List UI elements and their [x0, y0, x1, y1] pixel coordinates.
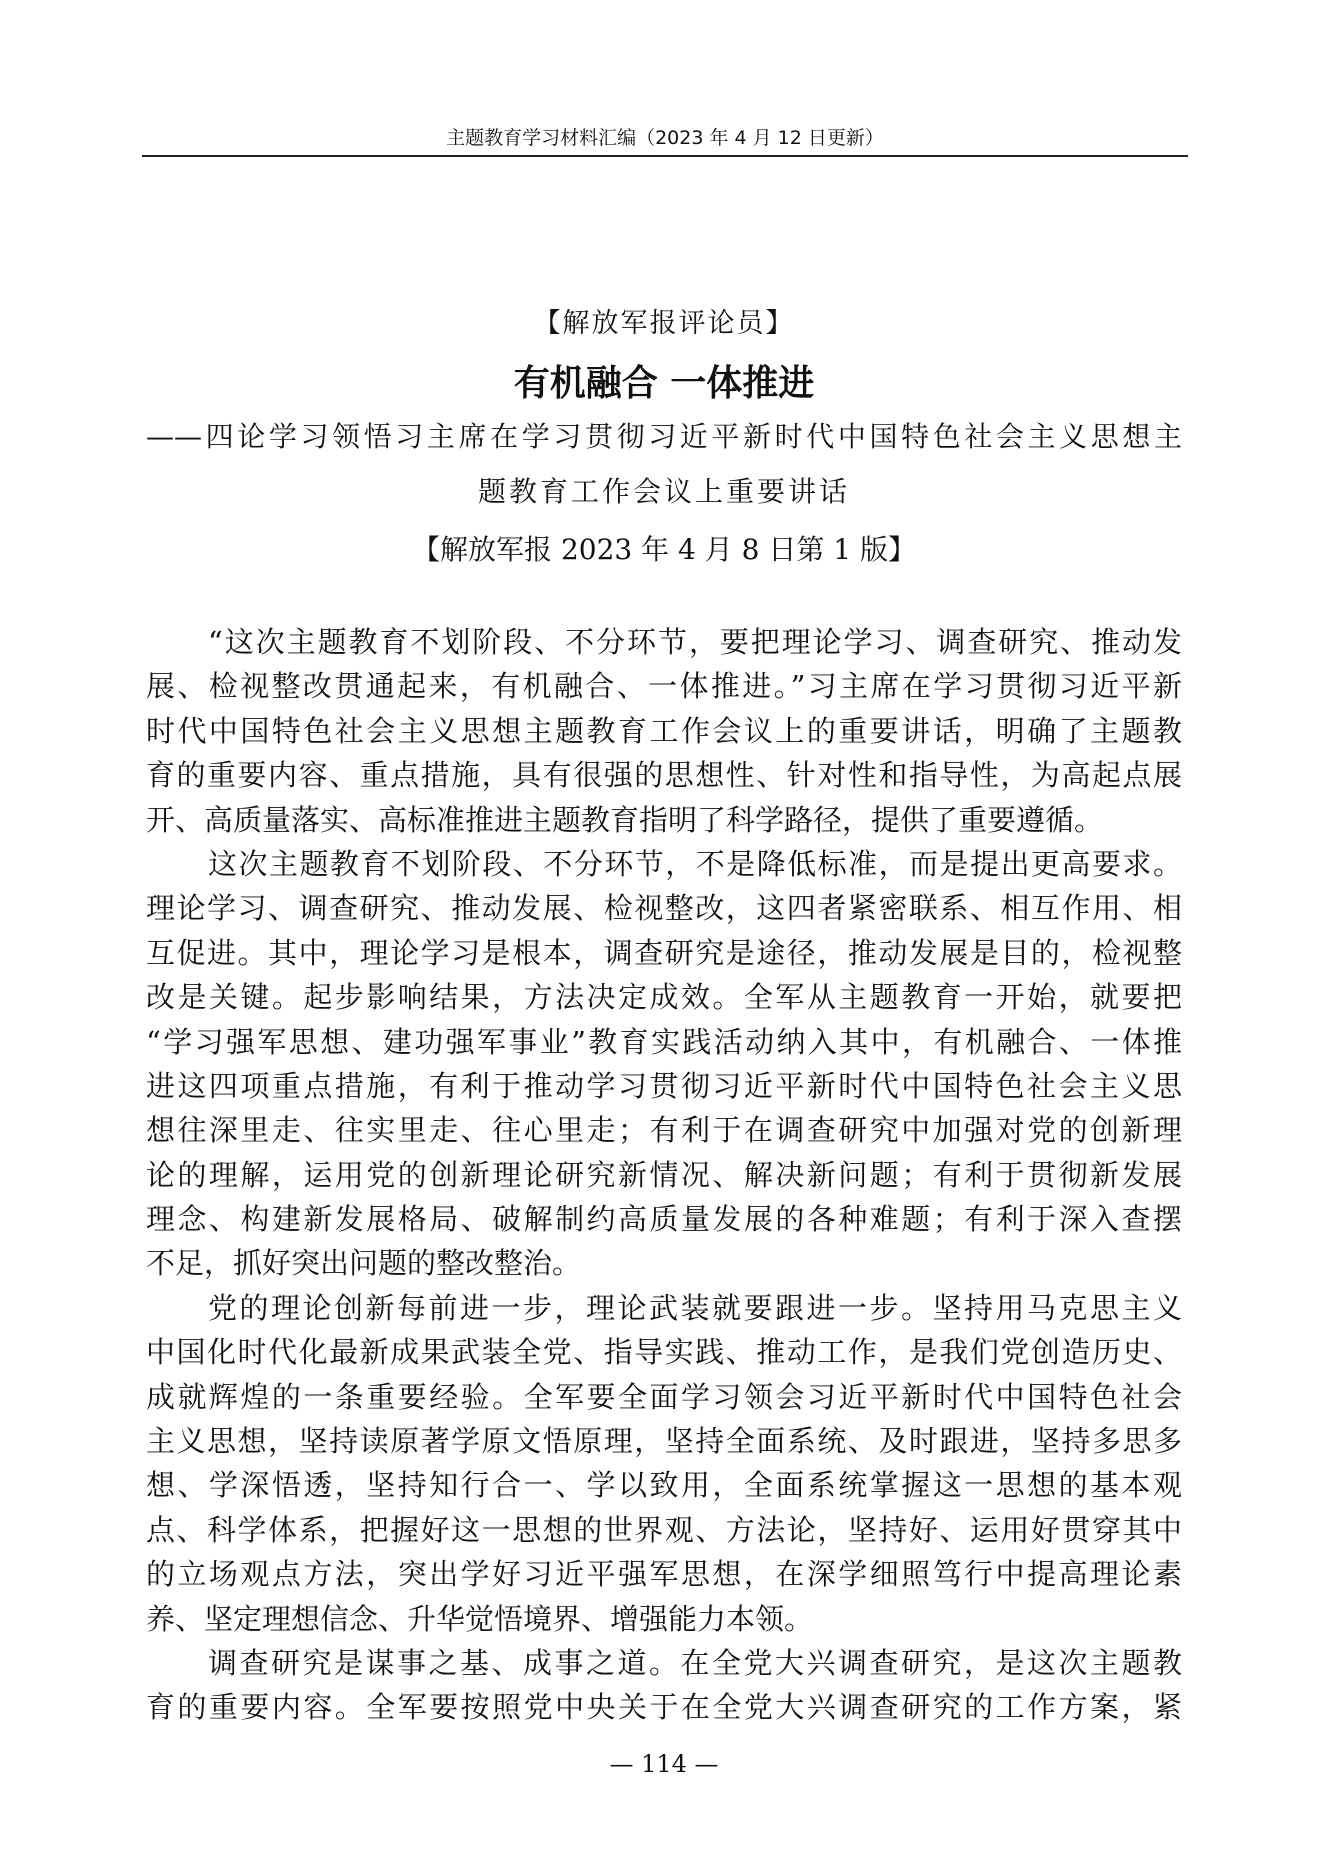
body-line: 养、坚定理想信念、升华觉悟境界、增强能力本领。 [146, 1601, 814, 1636]
body-line: 主义思想，坚持读原著学原文悟原理，坚持全面系统、及时跟进，坚持多思多 [146, 1424, 1182, 1459]
body-line: 调查研究是谋事之基、成事之道。在全党大兴调查研究，是这次主题教 [208, 1645, 1182, 1680]
body-line: 成就辉煌的一条重要经验。全军要全面学习领会习近平新时代中国特色社会 [146, 1379, 1182, 1414]
body-line: 育的重要内容。全军要按照党中央关于在全党大兴调查研究的工作方案，紧 [146, 1690, 1182, 1725]
body-line: 中国化时代化最新成果武装全党、指导实践、推动工作，是我们党创造历史、 [146, 1335, 1182, 1370]
article-subtitle-line-1: ——四论学习领悟习主席在学习贯彻习近平新时代中国特色社会主义思想主 [146, 420, 1182, 453]
article-subtitle-line-2: 题教育工作会议上重要讲话 [477, 475, 850, 508]
body-line: 想、学深悟透，坚持知行合一、学以致用，全面系统掌握这一思想的基本观 [146, 1468, 1182, 1503]
paragraph-1 [146, 620, 1182, 842]
body-line: 点、科学体系，把握好这一思想的世界观、方法论，坚持好、运用好贯穿其中 [146, 1512, 1182, 1547]
article-title: 有机融合 一体推进 [513, 362, 815, 404]
article-source: 【解放军报 2023 年 4 月 8 日第 1 版】 [412, 533, 916, 566]
body-line: 论的理解，运用党的创新理论研究新情况、解决新问题；有利于贯彻新发展 [146, 1157, 1182, 1192]
body-line: 时代中国特色社会主义思想主题教育工作会议上的重要讲话，明确了主题教 [146, 713, 1182, 748]
page-number: — 114 — [609, 1750, 719, 1778]
running-header: 主题教育学习材料汇编（2023 年 4 月 12 日更新） [446, 127, 884, 149]
body-line: 这次主题教育不划阶段、不分环节，不是降低标准，而是提出更高要求。 [208, 846, 1182, 881]
body-line: 理念、构建新发展格局、破解制约高质量发展的各种难题；有利于深入查摆 [146, 1202, 1182, 1237]
body-line: 互促进。其中，理论学习是根本，调查研究是途径，推动发展是目的，检视整 [146, 935, 1182, 970]
body-line: 展、检视整改贯通起来，有机融合、一体推进。”习主席在学习贯彻习近平新 [146, 669, 1182, 704]
body-line: “这次主题教育不划阶段、不分环节，要把理论学习、调查研究、推动发 [208, 625, 1182, 659]
body-line: 改是关键。起步影响结果，方法决定成效。全军从主题教育一开始，就要把 [146, 980, 1182, 1015]
body-line: 党的理论创新每前进一步，理论武装就要跟进一步。坚持用马克思主义 [208, 1290, 1182, 1325]
body-line: 理论学习、调查研究、推动发展、检视整改，这四者紧密联系、相互作用、相 [146, 891, 1182, 926]
body-line: 育的重要内容、重点措施，具有很强的思想性、针对性和指导性，为高起点展 [146, 758, 1182, 793]
paragraph-4 [146, 1641, 1182, 1730]
body-line: 不足，抓好突出问题的整改整治。 [146, 1246, 582, 1281]
paragraph-3 [146, 1286, 1182, 1641]
article-body [146, 620, 1182, 1730]
paragraph-2 [146, 842, 1182, 1286]
column-label: 【解放军报评论员】 [533, 308, 795, 339]
body-line: 开、高质量落实、高标准推进主题教育指明了科学路径，提供了重要遵循。 [146, 802, 1104, 837]
body-line: 进这四项重点措施，有利于推动学习贯彻习近平新时代中国特色社会主义思 [146, 1068, 1182, 1103]
body-line: “学习强军思想、建功强军事业”教育实践活动纳入其中，有机融合、一体推 [146, 1024, 1182, 1059]
body-line: 想往深里走、往实里走、往心里走；有利于在调查研究中加强对党的创新理 [146, 1113, 1182, 1148]
body-line: 的立场观点方法，突出学好习近平强军思想，在深学细照笃行中提高理论素 [146, 1557, 1182, 1592]
header-rule [142, 155, 1188, 157]
